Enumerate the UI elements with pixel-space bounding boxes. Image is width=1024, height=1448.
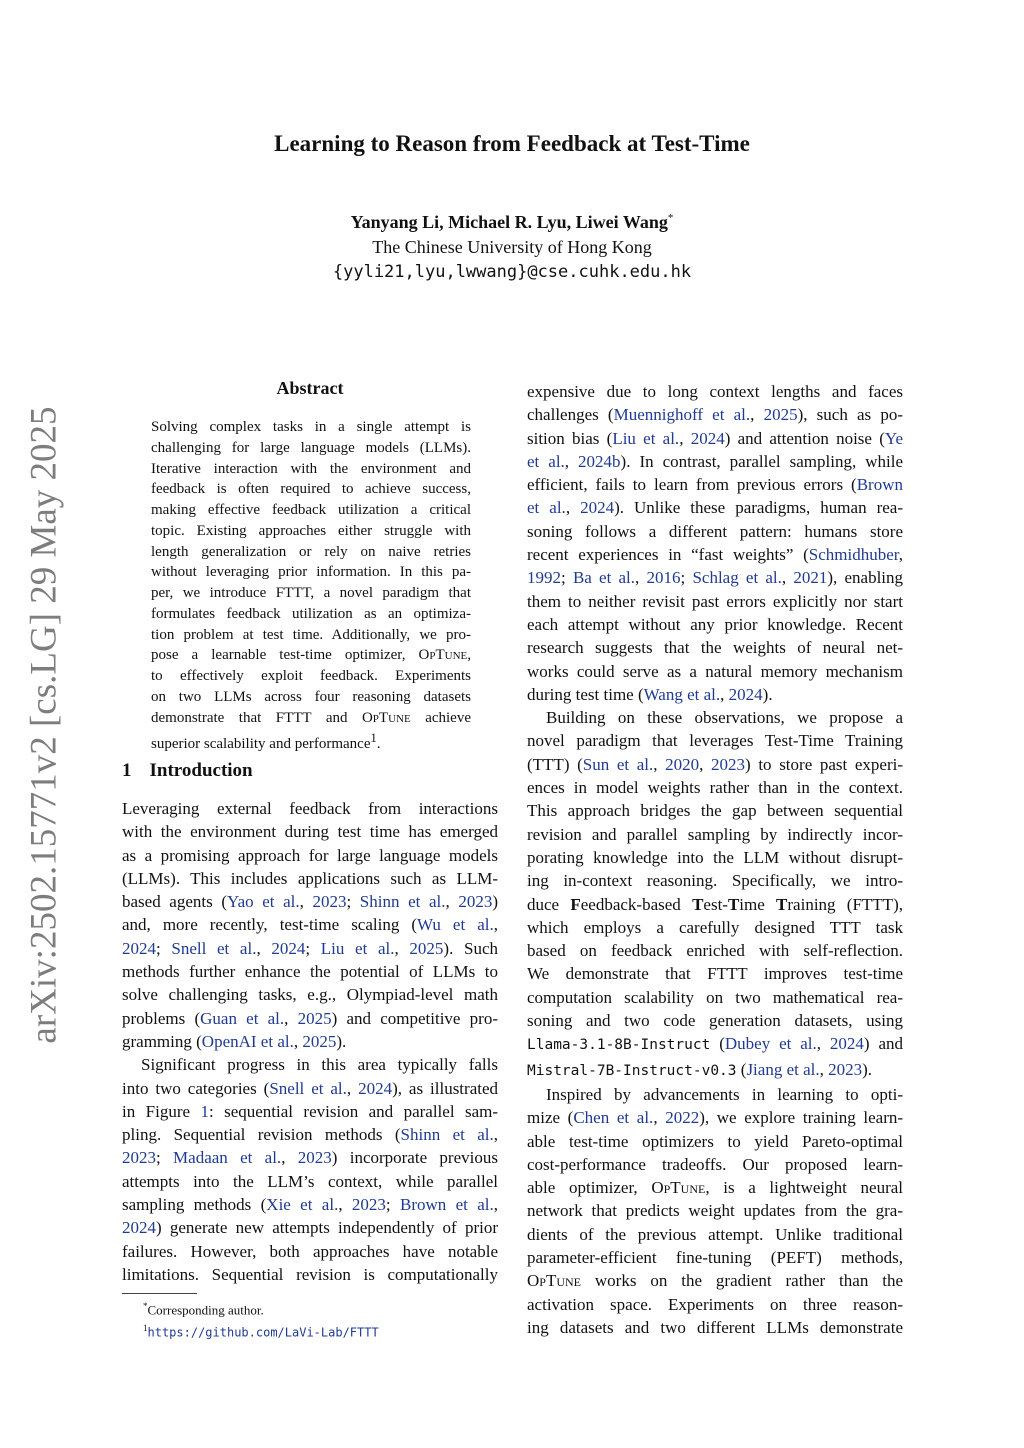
citation-link[interactable]: Shinn et al. [400,1125,494,1145]
text-line: ing in-context reasoning. Specifically, we intro- [527,871,903,891]
text-line: each attempt without any prior knowledge. Recent [527,614,903,634]
text: , [781,568,794,588]
text-line [527,753,903,776]
abstract-line: making effective feedback utilization a critical [151,502,471,518]
text-line: ing datasets and two different LLMs demonstrate [527,1317,903,1337]
citation-link[interactable]: Xie et al. [266,1195,339,1215]
text-line: parameter-efficient fine-tuning (PEFT) methods, [527,1247,903,1267]
abstract-line-text: demonstrate that FTTT and [151,709,362,726]
abstract-line-text: achieve [410,709,471,726]
footnote-corresponding [143,1297,379,1319]
text-line: able test-time optimizers to yield Pareto-optimal [527,1131,903,1151]
optune-name: OpTune [651,1178,706,1198]
text-line: as a promising approach for large language models [122,845,498,865]
text-line: works could serve as a natural memory mechanism [527,661,903,681]
citation-link[interactable]: Chen et al. [573,1108,654,1128]
text: ). Such [443,938,498,958]
text: ; [305,938,321,958]
text: , [293,1031,303,1051]
text: , [299,892,313,912]
punct: . [376,736,381,753]
text-line: attempts into the LLM’s context, while parallel [122,1171,498,1191]
optune-name: OpTune [527,1271,581,1291]
citation-link[interactable]: Yao et al. [227,892,300,912]
text: , [565,498,581,518]
citation-link[interactable]: 1992 [527,568,561,588]
footnote-mark: * [143,1301,148,1311]
citation-link[interactable]: 2023 [351,1195,386,1215]
text-line: (LLMs). This includes applications such as LLM- [122,868,498,888]
corresponding-mark: * [667,212,674,224]
citation-link[interactable]: Guan et al. [200,1008,285,1028]
citation-link[interactable]: 2022 [665,1108,700,1128]
abstract-line-text: pose a learnable test-time optimizer, [151,647,419,664]
text: , [653,754,666,774]
citation-link[interactable]: 2024 [271,938,306,958]
acronym-letter: F [570,894,581,914]
abstract-line [151,728,471,755]
citation-link[interactable]: Jiang et al. [746,1059,820,1079]
text-line: which employs a carefully designed TTT task [527,917,903,937]
text: and, more recently, test-time scaling ( [122,915,418,935]
text: ) and competitive pro- [331,1008,498,1028]
text: in Figure [122,1101,201,1121]
text: , [338,1195,352,1215]
text-line [122,1007,498,1030]
text-line [122,937,498,960]
citation-link[interactable]: et al. [527,451,565,471]
text-line: Significant progress in this area typically falls [141,1055,498,1075]
citation-link[interactable]: 2024 [690,428,725,448]
text-line: methods further enhance the potential of LLMs to [122,962,498,982]
figure-link[interactable]: 1 [200,1101,209,1121]
text: mize ( [527,1108,574,1128]
text-line: soning follows a different pattern: humans store [527,521,903,541]
text-line [527,496,903,519]
text-line [527,473,903,496]
paper-title: Learning to Reason from Feedback at Test-Time [274,131,750,156]
citation-link[interactable]: 2025 [763,405,798,425]
text: , [720,684,729,704]
abstract-line: Iterative interaction with the environment and [151,460,471,477]
footnote-text: Corresponding author. [147,1302,264,1318]
text-line: activation space. Experiments on three reason- [527,1294,903,1314]
text: during test time ( [527,684,644,704]
abstract-line [151,645,471,666]
text: ( [736,1059,747,1079]
text: ). Unlike these paradigms, human rea- [614,498,904,518]
text-line: revision and parallel sampling by indirectly incor- [527,824,903,844]
text-line [122,1030,498,1053]
text: ). [762,684,773,704]
citation-link[interactable]: 2023 [312,892,347,912]
text-line [122,1123,498,1146]
citation-link[interactable]: et al. [527,498,566,518]
text: , [653,1108,666,1128]
text-line [122,1193,498,1216]
text: ) and attention noise ( [724,428,885,448]
citation-link[interactable]: Wu et al. [417,915,494,935]
text-line: This approach bridges the gap between sequential [527,801,903,821]
text: raining (FTTT), [787,894,903,914]
citation-link[interactable]: Schlag et al. [692,568,782,588]
citation-link[interactable]: 2024 [728,684,763,704]
text: ), we explore training learn- [699,1108,904,1128]
text: duce [527,894,571,914]
text: , [635,568,647,588]
text-line [527,1106,903,1129]
text: , [750,405,764,425]
citation-link[interactable]: Madaan et al. [173,1148,282,1168]
text-line: them to neither revisit past errors explicitly nor start [527,591,903,611]
text-line: research suggests that the weights of neural net- [527,638,903,658]
section-number: 1 [122,760,132,781]
text: , [699,754,712,774]
abstract-line: topic. Existing approaches either struggle with [151,522,471,539]
text: ) to store past experi- [745,754,904,774]
optune-name: OpTune [418,647,468,664]
text: ) [492,892,498,912]
text: ). [862,1059,873,1079]
model-name: Mistral-7B-Instruct-v0.3 [527,1062,737,1079]
text: , [256,938,272,958]
text: able optimizer, [527,1178,652,1198]
text: , [898,545,903,565]
text: , is a lightweight neural [705,1178,903,1198]
text: sition bias ( [527,428,613,448]
citation-link[interactable]: Brown [856,475,903,495]
citation-link[interactable]: Sun et al. [582,754,654,774]
citation-link[interactable]: Snell et al. [269,1078,347,1098]
citation-link[interactable]: 2025 [409,938,444,958]
text-line [122,1077,498,1100]
text: ), enabling [827,568,904,588]
abstract-line: challenging for large language models (LLMs). [151,439,471,456]
footnote-ref[interactable]: 1 [370,731,377,746]
citation-link[interactable]: 2023 [122,1148,156,1168]
text: , [284,1008,298,1028]
citation-link[interactable]: Snell et al. [171,938,257,958]
citation-link[interactable]: 2016 [646,568,681,588]
text-line [527,1269,903,1292]
text: , [493,915,498,935]
text-line: solve challenging tasks, e.g., Olympiad-level math [122,985,498,1005]
author-list [0,212,1024,233]
citation-link[interactable]: Dubey et al. [724,1034,817,1054]
arxiv-identifier: arXiv:2502.15771v2 [cs.LG] 29 May 2025 [23,406,65,1044]
abstract-body [151,417,471,755]
abstract-heading: Abstract [276,378,344,398]
text-line [527,683,903,706]
abstract-line: on two LLMs across four reasoning datasets [151,688,471,705]
text-line [122,1216,498,1239]
punct: , [467,647,471,664]
text: challenges ( [527,405,614,425]
text: ; [385,1195,400,1215]
text: ; [156,1148,174,1168]
github-link[interactable]: https://github.com/LaVi-Lab/FTTT [147,1325,379,1340]
citation-link[interactable]: 2024 [122,1218,156,1238]
text: ), such as po- [797,405,904,425]
text-line: based on feedback enriched with self-reflection. [527,941,903,961]
text-line: ences in model weights rather than in the context. [527,778,903,798]
model-name: Llama-3.1-8B-Instruct [527,1037,711,1054]
abstract-line-text: superior scalability and performance [151,736,371,753]
abstract-line: per, we introduce FTTT, a novel paradigm that [151,585,471,601]
text: , [679,428,691,448]
text-line: porating knowledge into the LLM without disrupt- [527,847,903,867]
citation-link[interactable]: Ba et al. [572,568,636,588]
citation-link[interactable]: Muennighoff et al. [613,405,751,425]
acronym-letter: T [727,894,740,914]
text-line [122,913,498,936]
affiliation: The Chinese University of Hong Kong [372,237,652,257]
text: ; [680,568,693,588]
abstract-line: length generalization or rely on naive retries [151,543,471,560]
text: , [816,1034,830,1054]
text-line [527,450,903,473]
citation-link[interactable]: Shinn et al. [359,892,446,912]
text: ; [561,568,573,588]
text: ), as illustrated [392,1078,499,1098]
text-line: novel paradigm that leverages Test-Time Training [527,731,903,751]
text-line: soning and two code generation datasets, using [527,1011,903,1031]
citation-link[interactable]: 2023 [458,892,493,912]
acronym-letter: T [692,894,704,914]
text: , [445,892,459,912]
text-line: cost-performance tradeoffs. Our proposed learn- [527,1154,903,1174]
abstract-line: Solving complex tasks in a single attempt is [151,419,471,435]
text-line [527,543,903,566]
text: , [493,1125,498,1145]
text: ) generate new attempts independently of prior [156,1218,498,1238]
text-line: limitations. Sequential revision is computationally [122,1264,498,1284]
text: ; [156,938,172,958]
citation-link[interactable]: Liu et al. [320,938,395,958]
text: into two categories ( [122,1078,270,1098]
text-line [527,1176,903,1199]
text: est- [703,894,728,914]
optune-name: OpTune [361,709,411,726]
text: ime [739,894,777,914]
authors-text: Yanyang Li, Michael R. Lyu, Liwei Wang [350,212,668,232]
text: , [564,451,579,471]
text-line: expensive due to long context lengths and faces [527,382,903,401]
citation-link[interactable]: Schmidhuber [808,545,899,565]
text-line [527,893,903,916]
abstract-line: tion problem at test time. Additionally, we pro- [151,626,471,643]
text: sampling methods ( [122,1195,267,1215]
citation-link[interactable]: 2023 [828,1059,863,1079]
text: recent experiences in “fast weights” ( [527,545,809,565]
text-line: Leveraging external feedback from interactions [122,799,498,818]
text: ) and [863,1034,903,1054]
text-line [527,1032,903,1057]
citation-link[interactable]: 2024b [578,451,621,471]
text: : sequential revision and parallel sam- [208,1101,498,1121]
citation-link[interactable]: 2020 [665,754,700,774]
acronym-letter: T [776,894,788,914]
footnote-mark: 1 [143,1323,148,1334]
text: , [281,1148,298,1168]
citation-link[interactable]: 2023 [711,754,746,774]
text-line [527,427,903,450]
author-emails: {yyli21,lyu,lwwang}@cse.cuhk.edu.hk [332,262,692,282]
citation-link[interactable]: OpenAI et al. [201,1031,294,1051]
text-line [527,1058,903,1083]
citation-link[interactable]: 2021 [793,568,828,588]
text-line [527,403,903,426]
citation-link[interactable]: Liu et al. [612,428,680,448]
text-line [122,1100,498,1123]
text: ) incorporate previous [331,1148,498,1168]
text: pling. Sequential revision methods ( [122,1125,401,1145]
text: ; [346,892,360,912]
text: problems ( [122,1008,201,1028]
footnotes [143,1297,379,1342]
text: ). [336,1031,347,1051]
citation-link[interactable]: 2023 [297,1148,332,1168]
text: , [394,938,410,958]
citation-link[interactable]: 2024 [358,1078,393,1098]
text: eedback-based [580,894,693,914]
section-heading-introduction [122,760,253,782]
text: , [493,1195,498,1215]
text: works on the gradient rather than the [581,1271,903,1291]
text-line: We demonstrate that FTTT improves test-time [527,964,903,984]
text: based agents ( [122,892,227,912]
abstract-line: formulates feedback utilization as an optimiza- [151,605,471,622]
text-line [122,1146,498,1169]
citation-link[interactable]: 2024 [580,498,615,518]
text-line: failures. However, both approaches have notable [122,1241,498,1261]
abstract-line: without leveraging prior information. In this pa- [151,564,471,581]
text-line [122,890,498,913]
left-column-body [122,797,498,1286]
arxiv-sidebar [18,406,70,1044]
citation-link[interactable]: 2025 [297,1008,332,1028]
text: , [819,1059,829,1079]
footnote-rule [122,1293,197,1294]
footnote-code-url [143,1319,379,1341]
citation-link[interactable]: 2024 [122,938,156,958]
text: efficient, fails to learn from previous errors ( [527,475,857,495]
text-line: with the environment during test time has emerged [122,822,498,842]
abstract-line: to effectively exploit feedback. Experiments [151,668,471,684]
abstract-line: feedback is often required to achieve success, [151,481,471,498]
text-line: Building on these observations, we propose a [546,708,903,728]
text: (TTT) ( [527,754,583,774]
text: gramming ( [122,1031,202,1051]
text-line [527,566,903,589]
text: , [346,1078,359,1098]
text-line: computation scalability on two mathematical rea- [527,987,903,1007]
section-title: Introduction [149,760,253,781]
text-line: Inspired by advancements in learning to opti- [546,1084,903,1104]
text: ). In contrast, parallel sampling, while [620,451,903,471]
abstract-line [151,708,471,729]
citation-link[interactable]: 2025 [302,1031,337,1051]
text-line: network that predicts weight updates from the gra- [527,1201,903,1221]
citation-link[interactable]: Ye [884,428,903,448]
citation-link[interactable]: 2024 [829,1034,864,1054]
text: ( [710,1034,725,1054]
text-line: dients of the previous attempt. Unlike traditional [527,1224,903,1244]
citation-link[interactable]: Wang et al. [643,684,721,704]
right-column-body [527,380,903,1339]
citation-link[interactable]: Brown et al. [400,1195,494,1215]
